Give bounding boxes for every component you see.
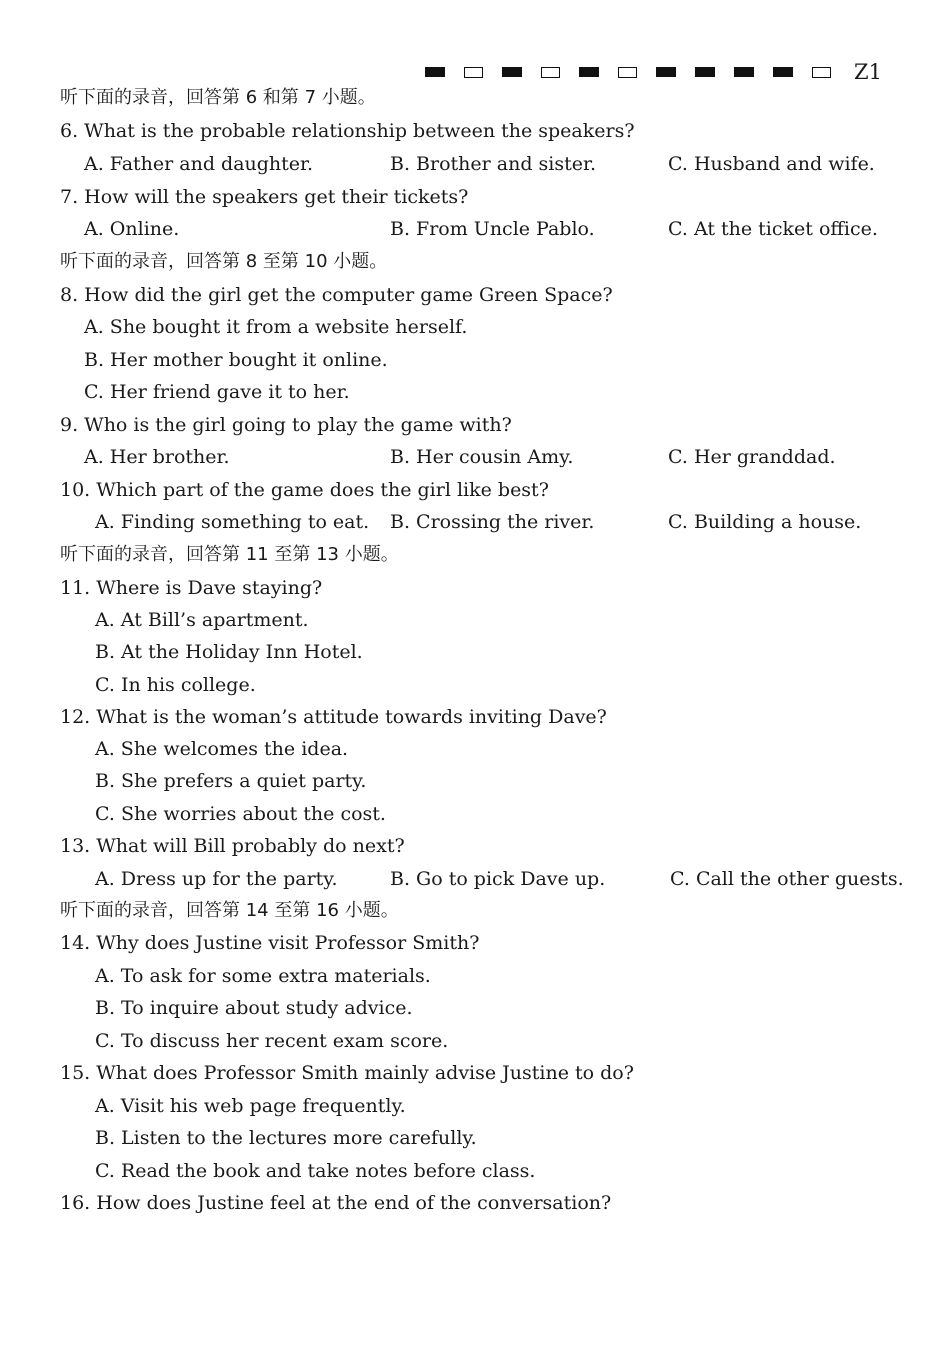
answer-option: A. Visit his web page frequently. — [95, 1095, 406, 1117]
filled-square-mark — [734, 67, 754, 77]
answer-option: B. To inquire about study advice. — [95, 997, 413, 1019]
question-text: 15. What does Professor Smith mainly advise Justine to do? — [60, 1062, 634, 1084]
question-text: 7. How will the speakers get their tickets? — [60, 186, 469, 208]
answer-option: C. Her friend gave it to her. — [84, 381, 350, 403]
answer-option: B. From Uncle Pablo. — [390, 218, 595, 240]
answer-option: A. She welcomes the idea. — [95, 738, 349, 760]
filled-square-mark — [579, 67, 599, 77]
filled-square-mark — [773, 67, 793, 77]
answer-option: C. Call the other guests. — [670, 868, 904, 890]
hollow-square-mark — [464, 67, 483, 78]
filled-square-mark — [425, 67, 445, 77]
answer-option: A. Her brother. — [84, 446, 230, 468]
section-instruction: 听下面的录音，回答第 11 至第 13 小题。 — [60, 544, 399, 565]
section-instruction: 听下面的录音，回答第 8 至第 10 小题。 — [60, 251, 388, 272]
filled-square-mark — [656, 67, 676, 77]
answer-option: C. Husband and wife. — [668, 153, 875, 175]
question-text: 14. Why does Justine visit Professor Smith? — [60, 932, 480, 954]
answer-option: C. To discuss her recent exam score. — [95, 1030, 449, 1052]
answer-option: A. She bought it from a website herself. — [84, 316, 468, 338]
question-text: 8. How did the girl get the computer game Green Space? — [60, 284, 613, 306]
answer-option: C. Building a house. — [668, 511, 862, 533]
answer-option: B. Her cousin Amy. — [390, 446, 574, 468]
answer-option: B. She prefers a quiet party. — [95, 770, 367, 792]
answer-option: B. Go to pick Dave up. — [390, 868, 606, 890]
section-instruction: 听下面的录音，回答第 6 和第 7 小题。 — [60, 87, 376, 108]
answer-option: C. At the ticket office. — [668, 218, 878, 240]
hollow-square-mark — [541, 67, 560, 78]
answer-option: B. Her mother bought it online. — [84, 349, 388, 371]
answer-option: B. Brother and sister. — [390, 153, 597, 175]
answer-option: A. To ask for some extra materials. — [95, 965, 431, 987]
question-text: 16. How does Justine feel at the end of the conversation? — [60, 1192, 612, 1214]
answer-option: C. Read the book and take notes before class. — [95, 1160, 536, 1182]
hollow-square-mark — [618, 67, 637, 78]
page-header-marks — [425, 60, 882, 84]
answer-option: A. At Bill’s apartment. — [95, 609, 309, 631]
answer-option: C. Her granddad. — [668, 446, 836, 468]
section-instruction: 听下面的录音，回答第 14 至第 16 小题。 — [60, 900, 399, 921]
answer-option: B. Crossing the river. — [390, 511, 595, 533]
question-text: 12. What is the woman’s attitude towards inviting Dave? — [60, 706, 607, 728]
filled-square-mark — [695, 67, 715, 77]
answer-option: B. At the Holiday Inn Hotel. — [95, 641, 363, 663]
answer-option: A. Dress up for the party. — [95, 868, 338, 890]
question-text: 13. What will Bill probably do next? — [60, 835, 405, 857]
answer-option: B. Listen to the lectures more carefully. — [95, 1127, 477, 1149]
answer-option: A. Online. — [84, 218, 180, 240]
question-text: 10. Which part of the game does the girl like best? — [60, 479, 549, 501]
answer-option: A. Father and daughter. — [84, 153, 314, 175]
question-text: 9. Who is the girl going to play the game with? — [60, 414, 512, 436]
page-code: Z1 — [854, 60, 882, 84]
filled-square-mark — [502, 67, 522, 77]
answer-option: A. Finding something to eat. — [95, 511, 370, 533]
hollow-square-mark — [812, 67, 831, 78]
answer-option: C. In his college. — [95, 674, 256, 696]
answer-option: C. She worries about the cost. — [95, 803, 386, 825]
question-text: 11. Where is Dave staying? — [60, 577, 323, 599]
question-text: 6. What is the probable relationship between the speakers? — [60, 120, 635, 142]
